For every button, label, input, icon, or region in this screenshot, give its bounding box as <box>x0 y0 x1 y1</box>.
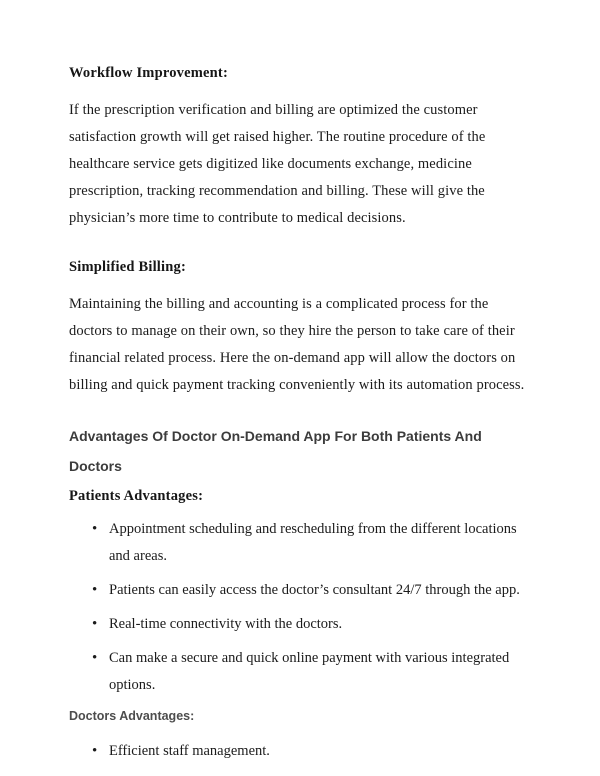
workflow-improvement-paragraph: If the prescription verification and billing are optimized the customer satisfaction growth will get raised higher. The routine procedure of the healthcare service gets digitized like documents exchange, medicine prescription, tracking recommendation and billing. These will give the physician’s more time to contribute to medical decisions. <box>69 102 486 226</box>
workflow-improvement-heading: Workflow Improvement: <box>69 65 228 81</box>
doctors-advantages-heading: Doctors Advantages: <box>69 709 195 723</box>
patients-advantages-list <box>69 516 534 699</box>
doctors-advantages-list <box>69 738 534 765</box>
list-item: • Real-time connectivity with the doctors. <box>109 611 534 638</box>
simplified-billing-heading: Simplified Billing: <box>69 259 187 275</box>
list-item: • Appointment scheduling and rescheduling from the different locations and areas. <box>109 516 534 570</box>
list-item: • Patients can easily access the doctor’s consultant 24/7 through the app. <box>109 577 534 604</box>
list-item: • Can make a secure and quick online payment with various integrated options. <box>109 645 534 699</box>
patients-advantages-heading: Patients Advantages: <box>69 488 204 504</box>
advantages-heading: Advantages Of Doctor On-Demand App For Both Patients And Doctors <box>69 428 482 474</box>
list-item: • Efficient staff management. <box>109 738 534 765</box>
simplified-billing-paragraph: Maintaining the billing and accounting is a complicated process for the doctors to manage on their own, so they hire the person to take care of their financial related process. Here the on-demand app will allow the doctors on billing and quick payment tracking conveniently with its automation process. <box>69 296 525 393</box>
